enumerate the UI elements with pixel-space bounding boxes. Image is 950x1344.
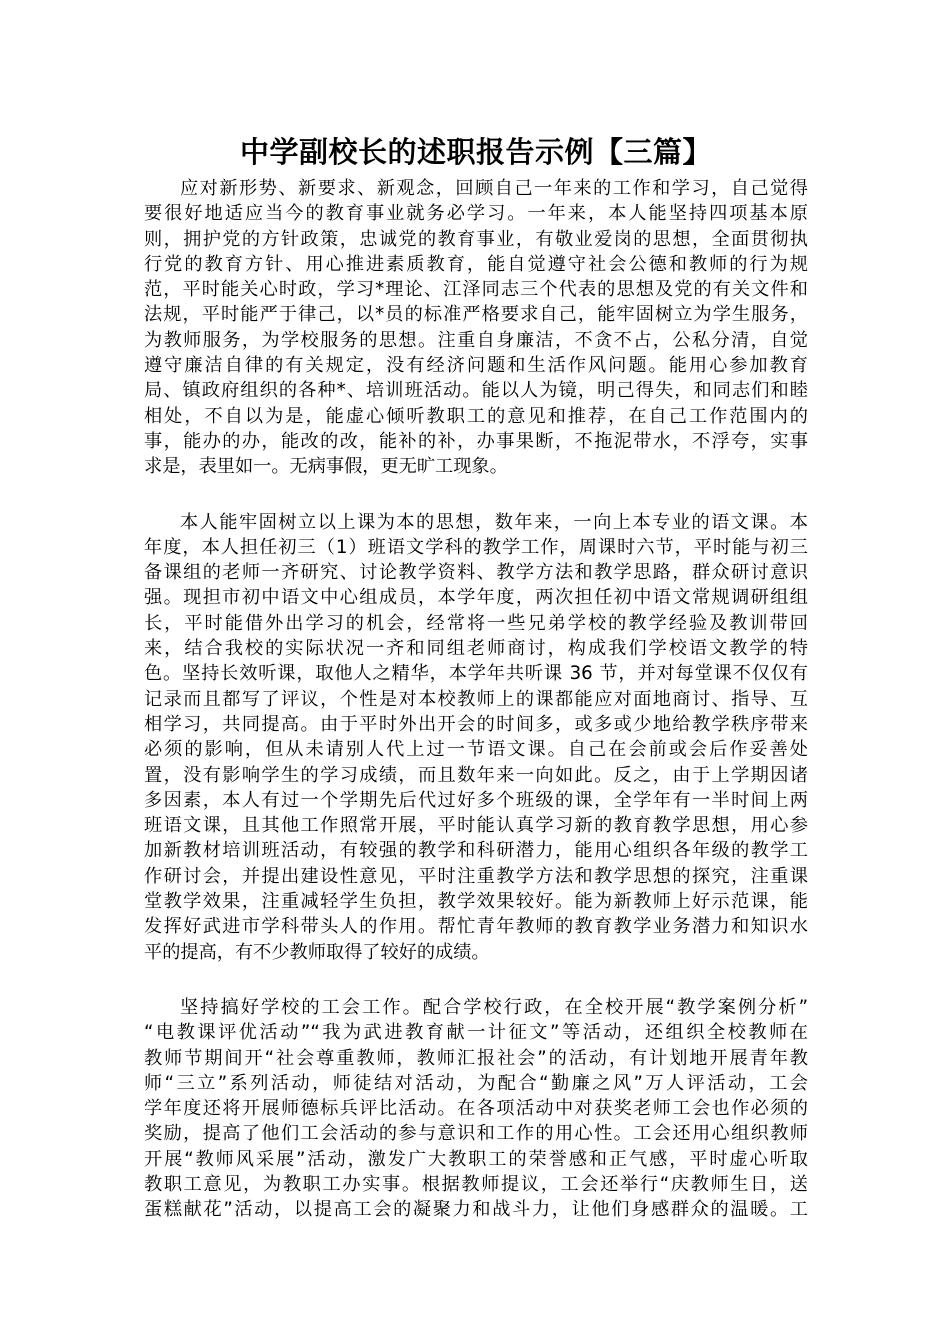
text-line: 教职工意见，为教职工办实事。根据教师提议，工会还举行“庆教师生日，送 [144,1173,808,1195]
text-line: 则，拥护党的方针政策，忠诚党的教育事业，有敬业爱岗的思想，全面贯彻执 [144,228,808,250]
text-line: 为教师服务，为学校服务的思想。注重自身廉洁，不贪不占，公私分清，自觉 [144,329,808,351]
text-line: 记录而且都写了评议，个性是对本校教师上的课都能应对面地商讨、指导、互 [144,688,808,710]
text-line: 平的提高，有不少教师取得了较好的成绩。 [144,941,490,963]
paragraph-self-review [144,176,808,480]
text-line: 奖励，提高了他们工会活动的参与意识和工作的用心性。工会还用心组织教师 [144,1123,808,1145]
text-line: 局、镇政府组织的各种*、培训班活动。能以人为镜，明己得失，和同志们和睦 [144,380,808,402]
text-line: 强。现担市初中语文中心组成员，本学年度，两次担任初中语文常规调研组组 [144,587,808,609]
text-line: 相处，不自以为是，能虚心倾听教职工的意见和推荐，在自己工作范围内的 [144,405,808,427]
text-line: 遵守廉洁自律的有关规定，没有经济问题和生活作风问题。能用心参加教育 [144,355,808,377]
paragraph-union-work [144,995,808,1223]
text-line: 应对新形势、新要求、新观念，回顾自己一年来的工作和学习，自己觉得 [180,178,808,199]
text-line: “电教课评优活动”“我为武进教育献一计征文”等活动，还组织全校教师在 [144,1022,808,1044]
text-line: 班语文课，且其他工作照常开展，平时能认真学习新的教育教学思想，用心参 [144,815,808,837]
text-line: 求是，表里如一。无病事假，更无旷工现象。 [144,456,508,478]
text-line: 加新教材培训班活动，有较强的教学和科研潜力，能用心组织各年级的教学工 [144,840,808,862]
text-line: 本人能牢固树立以上课为本的思想，数年来，一向上本专业的语文课。本 [180,511,808,533]
text-line: 范，平时能关心时政，学习*理论、江泽同志三个代表的思想及党的有关文件和 [144,279,808,301]
text-line: 必须的影响，但从未请别人代上过一节语文课。自己在会前或会后作妥善处 [144,739,808,761]
text-line: 长，平时能借外出学习的机会，经常将一些兄弟学校的教学经验及教训带回 [144,612,808,634]
text-line: 年度，本人担任初三（1）班语文学科的教学工作，周课时六节，平时能与初三 [144,536,808,558]
text-line: 事，能办的办，能改的改，能补的补，办事果断，不拖泥带水，不浮夸，实事 [144,430,808,452]
text-line: 备课组的老师一齐研究、讨论教学资料、教学方法和教学思路，群众研讨意识 [144,562,808,584]
text-line: 蛋糕献花”活动，以提高工会的凝聚力和战斗力，让他们身感群众的温暖。工 [144,1199,808,1221]
text-line: 行党的教育方针、用心推进素质教育，能自觉遵守社会公德和教师的行为规 [144,253,808,275]
text-line: 相学习，共同提高。由于平时外出开会的时间多，或多或少地给教学秩序带来 [144,713,808,735]
text-line: 置，没有影响学生的学习成绩，而且数年来一向如此。反之，由于上学期因诸 [144,764,808,786]
paragraph-teaching-work [144,510,808,965]
text-line: 色。坚持长效听课，取他人之精华，本学年共听课 36 节，并对每堂课不仅仅有 [144,663,808,685]
text-line: 作研讨会，并提出建设性意见，平时注重教学方法和教学思想的探究，注重课 [144,865,808,887]
text-line: 教师节期间开“社会尊重教师，教师汇报社会”的活动，有计划地开展青年教 [144,1047,808,1069]
text-line: 来，结合我校的实际状况一齐和同组老师商讨，构成我们学校语文教学的特 [144,638,808,660]
text-line: 师“三立”系列活动，师徒结对活动，为配合“勤廉之风”万人评活动，工会 [144,1072,808,1094]
text-line: 发挥好武进市学科带头人的作用。帮忙青年教师的教育教学业务潜力和知识水 [144,916,808,938]
text-line: 坚持搞好学校的工会工作。配合学校行政，在全校开展“教学案例分析” [180,996,808,1018]
text-line: 多因素，本人有过一个学期先后代过好多个班级的课，全学年有一半时间上两 [144,789,808,811]
text-line: 堂教学效果，注重减轻学生负担，教学效果较好。能为新教师上好示范课，能 [144,891,808,913]
text-line: 开展“教师风采展”活动，激发广大教职工的荣誉感和正气感，平时虚心听取 [144,1148,808,1170]
text-line: 要很好地适应当今的教育事业就务必学习。一年来，本人能坚持四项基本原 [144,203,808,225]
document-page [144,132,808,1223]
text-line: 法规，平时能严于律己，以*员的标准严格要求自己，能牢固树立为学生服务， [144,304,808,326]
text-line: 学年度还将开展师德标兵评比活动。在各项活动中对获奖老师工会也作必须的 [144,1098,808,1120]
document-title: 中学副校长的述职报告示例【三篇】 [239,135,712,169]
